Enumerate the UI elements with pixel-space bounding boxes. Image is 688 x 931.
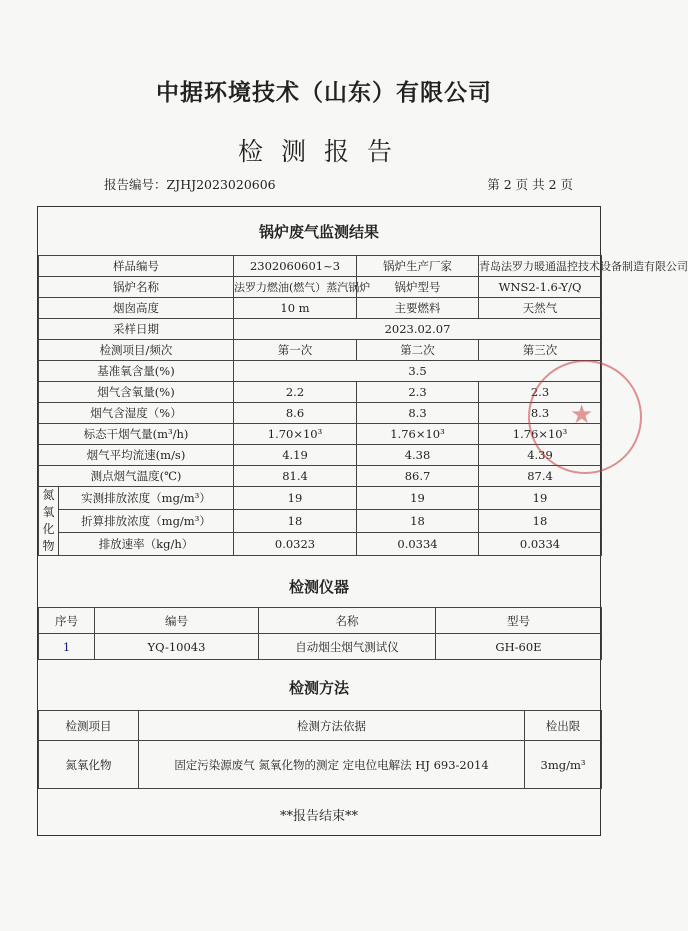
nox-value: 0.0334 [479, 533, 602, 556]
run-header: 第一次 [234, 340, 357, 361]
row-label: 烟气平均流速(m/s) [39, 445, 234, 466]
nox-value: 0.0323 [234, 533, 357, 556]
sample-no-label: 样品编号 [39, 256, 234, 277]
col-header: 检测方法依据 [139, 711, 525, 741]
row-value: 4.19 [234, 445, 357, 466]
company-seal-stamp [528, 360, 642, 474]
page-indicator: 第 2 页 共 2 页 [487, 177, 573, 192]
manufacturer: 青岛法罗力暖通温控技术设备制造有限公司 [479, 256, 602, 277]
row-label: 基准氧含量(%) [39, 361, 234, 382]
methods-table [38, 710, 602, 789]
row-label: 烟气含氧量(%) [39, 382, 234, 403]
report-body [37, 206, 688, 836]
row-value: 2.3 [479, 382, 602, 403]
instruments-table [38, 607, 602, 660]
row-value: 3.5 [234, 361, 602, 382]
nox-value: 18 [234, 510, 357, 533]
nox-value: 18 [357, 510, 479, 533]
col-header: 编号 [95, 608, 259, 634]
date-label: 采样日期 [39, 319, 234, 340]
row-value: 86.7 [357, 466, 479, 487]
method-basis: 固定污染源废气 氮氧化物的测定 定电位电解法 HJ 693-2014 [139, 741, 525, 789]
nox-row-label: 实测排放浓度（mg/m³） [59, 487, 234, 510]
row-value: 2.2 [234, 382, 357, 403]
boiler-model-label: 锅炉型号 [357, 277, 479, 298]
chimney-label: 烟囱高度 [39, 298, 234, 319]
row-value: 87.4 [479, 466, 602, 487]
row-label: 标态干烟气量(m³/h) [39, 424, 234, 445]
method-limit: 3mg/m³ [525, 741, 602, 789]
company-name: 中据环境技术（山东）有限公司 [156, 80, 492, 106]
nox-value: 19 [234, 487, 357, 510]
boiler-results-table [38, 255, 688, 556]
report-number: 报告编号：ZJHJ2023020606 [104, 177, 276, 192]
sample-no: 2302060601~3 [234, 256, 357, 277]
seal-star-icon: ★ [570, 400, 594, 430]
row-value: 81.4 [234, 466, 357, 487]
nox-row-label: 排放速率（kg/h） [59, 533, 234, 556]
col-header: 检测项目 [39, 711, 139, 741]
fuel-label: 主要燃料 [357, 298, 479, 319]
manufacturer-label: 锅炉生产厂家 [357, 256, 479, 277]
row-value: 8.3 [479, 403, 602, 424]
col-header: 序号 [39, 608, 95, 634]
chimney-height: 10 m [234, 298, 357, 319]
row-value: 1.76×10³ [357, 424, 479, 445]
boiler-section-title: 锅炉废气监测结果 [258, 223, 379, 241]
instrument-index: 1 [39, 634, 95, 660]
instruments-section-title: 检测仪器 [288, 578, 349, 596]
row-label: 烟气含湿度（%） [39, 403, 234, 424]
row-value: 8.6 [234, 403, 357, 424]
row-label: 测点烟气温度(℃) [39, 466, 234, 487]
row-value: 1.70×10³ [234, 424, 357, 445]
instrument-model: GH-60E [436, 634, 602, 660]
boiler-model: WNS2-1.6-Y/Q [479, 277, 602, 298]
fuel: 天然气 [479, 298, 602, 319]
nox-group-label: 氮氧化物 [39, 487, 59, 556]
col-header: 型号 [436, 608, 602, 634]
nox-value: 19 [479, 487, 602, 510]
row-value: 4.39 [479, 445, 602, 466]
run-header: 第三次 [479, 340, 602, 361]
row-value: 8.3 [357, 403, 479, 424]
report-end: **报告结束** [279, 809, 358, 824]
boiler-name: 法罗力燃油(燃气）蒸汽锅炉 [234, 277, 357, 298]
nox-value: 19 [357, 487, 479, 510]
report-title: 检测报告 [237, 137, 410, 166]
nox-value: 18 [479, 510, 602, 533]
item-header: 检测项目/频次 [39, 340, 234, 361]
row-value: 2.3 [357, 382, 479, 403]
col-header: 名称 [259, 608, 436, 634]
instrument-code: YQ-10043 [95, 634, 259, 660]
methods-section-title: 检测方法 [288, 679, 349, 697]
nox-value: 0.0334 [357, 533, 479, 556]
row-value: 1.76×10³ [479, 424, 602, 445]
run-header: 第二次 [357, 340, 479, 361]
row-value: 4.38 [357, 445, 479, 466]
method-item: 氮氧化物 [39, 741, 139, 789]
nox-row-label: 折算排放浓度（mg/m³） [59, 510, 234, 533]
boiler-name-label: 锅炉名称 [39, 277, 234, 298]
sampling-date: 2023.02.07 [234, 319, 602, 340]
col-header: 检出限 [525, 711, 602, 741]
instrument-name: 自动烟尘烟气测试仪 [259, 634, 436, 660]
